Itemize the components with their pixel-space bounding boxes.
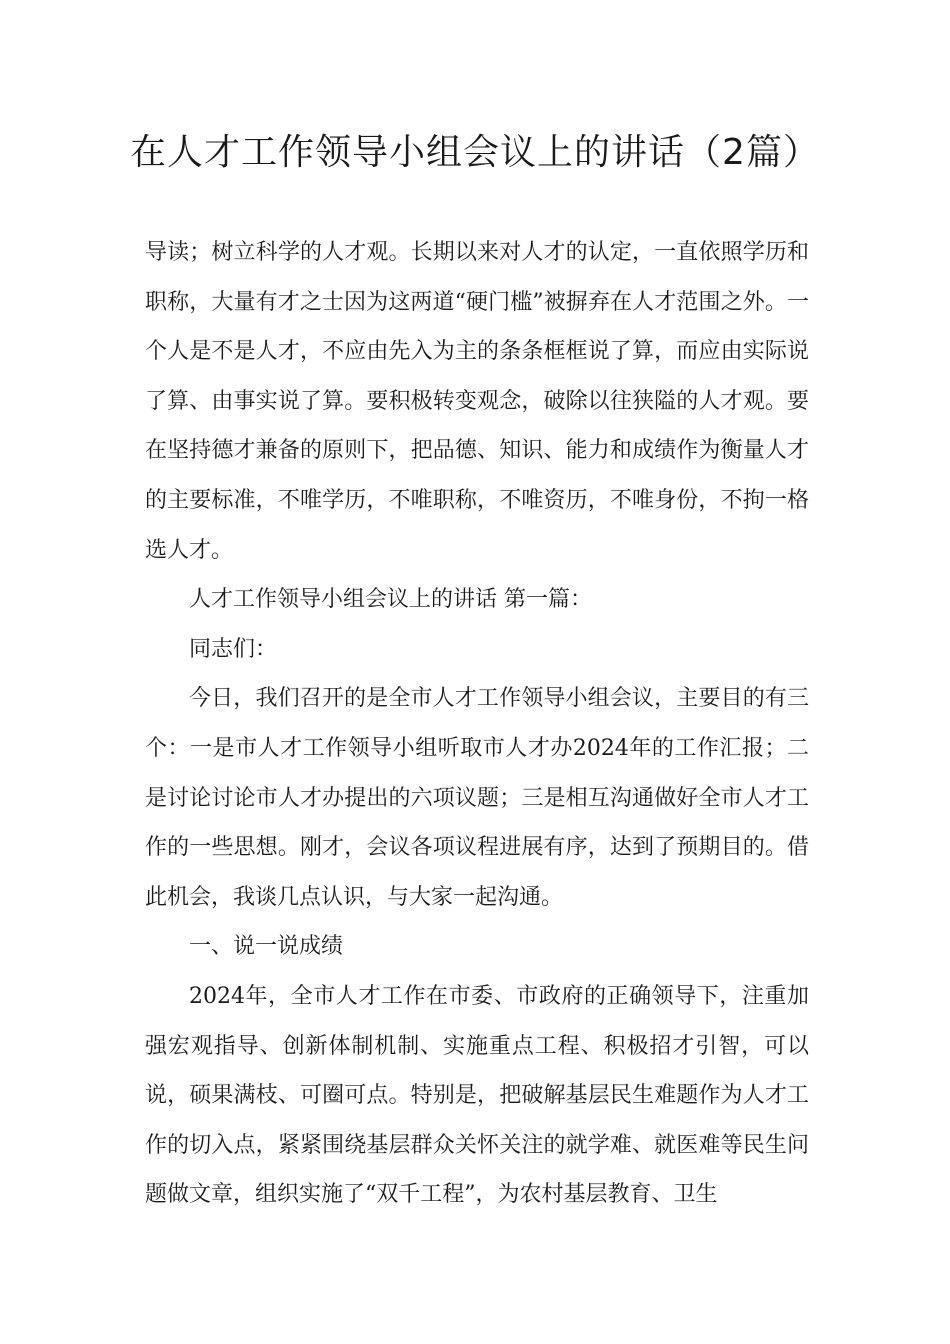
paragraph-salutation: 同志们： [189,636,278,662]
document-body [145,228,809,1220]
paragraph-intro: 导读；树立科学的人才观。长期以来对人才的认定，一直依照学历和职称，大量有才之士因为这两道“硬门槛”被摒弃在人才范围之外。一个人是不是人才，不应由先入为主的条条框框说了算，而应由实际说了算、由事实说了算。要积极转变观念，破除以往狭隘的人才观。要在坚持德才兼备的原则下，把品德、知识、能力和成绩作为衡量人才的主要标准，不唯学历，不唯职称，不唯资历，不唯身份，不拘一格选人才。 [145,240,809,563]
document-title: 在人才工作领导小组会议上的讲话（2篇） [130,132,820,173]
paragraph-opening: 今日，我们召开的是全市人才工作领导小组会议，主要目的有三个：一是市人才工作领导小组听取市人才办2024年的工作汇报；二是讨论讨论市人才办提出的六项议题；三是相互沟通做好全市人才工作的一些思想。刚才，会议各项议程进展有序，达到了预期目的。借此机会，我谈几点认识，与大家一起沟通。 [145,686,809,910]
paragraph-section-heading: 人才工作领导小组会议上的讲话 第一篇： [189,587,592,613]
paragraph-heading-achievements: 一、说一说成绩 [189,934,344,960]
paragraph-achievements: 2024年，全市人才工作在市委、市政府的正确领导下，注重加强宏观指导、创新体制机制、实施重点工程、积极招才引智，可以说，硕果满枝、可圈可点。特别是，把破解基层民生难题作为人才工作的切入点，紧紧围绕基层群众关怀关注的就学难、就医难等民生问题做文章，组织实施了“双千工程”，为农村基层教育、卫生 [145,983,809,1208]
